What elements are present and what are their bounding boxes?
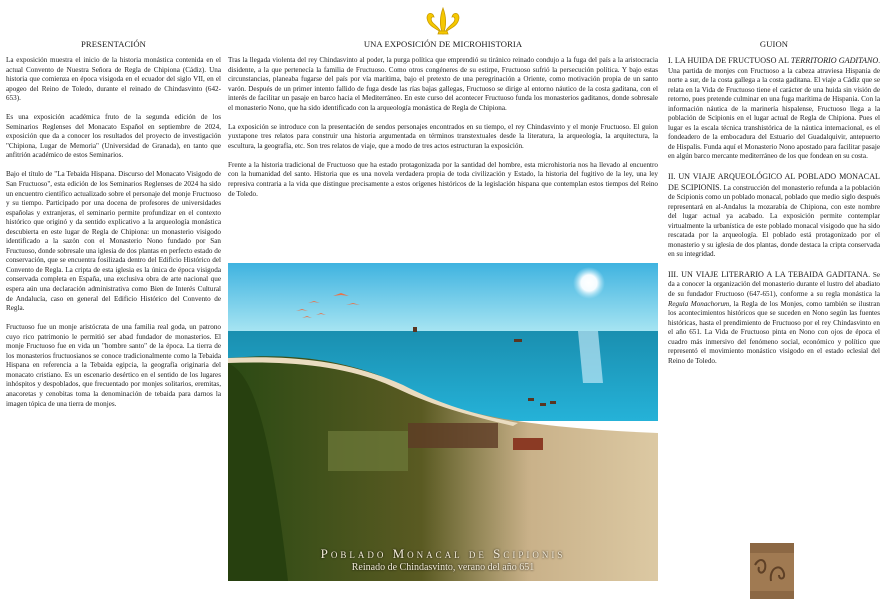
script-section-3: [668, 270, 880, 366]
section-2-title: II. UN VIAJE ARQUEOLÓGICO AL POBLADO MONACAL DE SCIPIONIS: [668, 172, 880, 192]
section-3-body-end: , la Regla de los Monjes, como también se ilustran los acontecimientos históricos que se suceden en Nono según las fuentes históricas, hasta el prendimiento de Fructuoso por el rey Chindasvinto en el año 651. La Vida de Fructuoso pinta en Nono con ojos de época el cuadro más inmersivo del fenómeno social, económico y político que representó el movimiento monástico visigodo en el estado eclesial del Reino de Toledo.: [668, 299, 880, 365]
presentation-paragraph: Bajo el título de "La Tebaida Hispana. Discurso del Monacato Visigodo de San Fructuoso", esta edición de los Seminarios Reglenses de 2024 ha sido un encuentro científico actualizado sobre el personaje del monje Fructuoso y su tiempo. Participado por una docena de profesores de universidades españolas y extranjeras, el seminario permite profundizar en el contexto histórico que originó y da sentido explicativo a la arqueología monástica descubierta en este lugar de Regla de Chipiona: un monasterio visigodo identificado a la sazón con el Monasterio Nono fundado por San Fructuoso, donde sobresale una iglesia de dos plantas en perfecto estado de conservación, que se encuentra fosilizada dentro del Edificio Histórico del Convento de Regla. La cripta de esta iglesia es la única de época visigoda conservada completa en España, una exclusiva obra de arte nacional que espera aún una declaración administrativa como Bien de Interés Cultural de Andalucía, caso en general del Edificio Histórico del Convento de Regla.: [6, 170, 221, 313]
microhistory-text: [228, 56, 658, 209]
presentation-paragraph: Fructuoso fue un monje aristócrata de una familia real goda, un patrono cuyo rico patrimonio le permitió ser abad fundador de monasterios. El monje Fructuoso fue en vida un "hombre santo" de la época. La tierra de los monasterios fructuosianos se conoce tradicionalmente como la Tebaida Hispana en referencia a la Tebaida egipcia, la geografía originaria del monacato cristiano. Es un escenario desértico en el sentido de los lugares inhóspitos y despoblados, que frecuentado por monjes solitarios, eremitas, anacoretas y cenobitas toma la denominación de tebaida para darnos la imagen tópica de una tierra de monjes.: [6, 323, 221, 408]
microhistory-paragraph: La exposición se introduce con la presentación de sendos personajes encontrados en su tiempo, el rey Chindasvinto y el monje Fructuoso. El guion yuxtapone tres relatos para construir una historia argumentada en términos transtextuales desde la literatura, la arqueología, la arquitectura, la escultura, la geografía, etc. Son tres relatos de viaje, que a modo de tres actos estructuran la exposición.: [228, 122, 658, 150]
presentation-paragraph: La exposición muestra el inicio de la historia monástica contenida en el actual Convento de Nuestra Señora de Regla de Chipiona (Cádiz). Una historia que comienza en época visigoda en el ecuador del siglo VII, en el apogeo del Reino de Toledo, durante el reinado de Chindasvinto (642-653).: [6, 56, 221, 103]
presentation-paragraph: Es una exposición académica fruto de la segunda edición de los Seminarios Reglenses del Monacato Español en septiembre de 2024, exposición que da a conocer los resultados del proyecto de investigación "Chipiona, Lugar de Memoria" (Universidad de Granada), en tanto que anfitrión académico de estos Seminarios.: [6, 113, 221, 160]
monastic-village-illustration: [228, 263, 658, 581]
script-heading: GUION: [759, 39, 789, 49]
section-1-title: I. LA HUIDA DE FRUCTUOSO AL: [668, 56, 791, 65]
script-text: [668, 56, 880, 376]
visigothic-capital-icon: [747, 541, 797, 601]
image-caption-title: Poblado Monacal de Scipionis: [320, 546, 566, 561]
presentation-heading: PRESENTACIÓN: [81, 39, 146, 49]
microhistory-heading: UNA EXPOSICIÓN DE MICROHISTORIA: [363, 39, 523, 49]
section-3-body: . Se da a conocer la organización del monasterio durante el lustro del abadiato de su fundador Fructuoso (647-651), conforme a su regla monástica la: [668, 270, 880, 299]
section-1-title-italic: TERRITORIO GADITANO: [790, 56, 879, 65]
fleur-de-lis-logo-icon: [423, 4, 463, 36]
image-caption-subtitle: Reinado de Chindasvinto, verano del año 651: [351, 562, 535, 573]
section-3-italic: Regula Monachorum: [668, 299, 730, 308]
microhistory-paragraph: Tras la llegada violenta del rey Chindasvinto al poder, la purga política que emprendió su tiránico reinado condujo a la fuga del país a la aristocracia disidente, a la que pertenecía la familia de Fructuoso. Como otros congéneres de su estirpe, Fructuoso sufrió la persecución política. Y bajo estas circunstancias, planeaba fugarse del país por vía marítima, bajo el pretexto de una peregrinación a Oriente, como motivación propia de un santo varón. Después de un primer intento fallido de fuga desde las rías bajas gallegas, Fructuoso se dirige al entorno náutico de la costa gaditana, con el interés de facilitar un pasaje en barco hacia el Mediterráneo. En este curso del acontecer Fructuoso funda los monasterios gaditanos, donde sobresale el monasterio Nono, que ha sido identificado con la arqueología monástica de Regla de Chipiona.: [228, 56, 658, 112]
microhistory-paragraph: Frente a la historia tradicional de Fructuoso que ha estado protagonizada por la santidad del hombre, esta microhistoria nos ha llevado al encuentro con la humanidad del santo. Historia que es una novela verdadera propia de toda civilización y Estado, la historia del fugitivo de la ley, una ley represiva contraria a la vida que distingue precisamente a estos orígenes históricos de la legislación hispana que contemplan estos tiempos del Reino de Toledo.: [228, 160, 658, 198]
presentation-text: [6, 56, 221, 419]
section-3-title: III. UN VIAJE LITERARIO A LA TEBAIDA GADITANA: [668, 269, 869, 279]
section-2-body: . La construcción del monasterio refunda a la población de Scipionis como un poblado monacal, poblado que medio siglo después representará en al-Andalus la mozarabía de Chipiona, con este nombre del lugar actual ya acabado. La exposición permite contemplar virtualmente la urbanística de este poblado monacal visigodo que ha sido rescatada por la arqueología. El poblado está protagonizado por el monasterio y su iglesia de dos plantas, donde destaca la cripta conservada en su integridad.: [668, 183, 880, 259]
section-1-body: . Una partida de monjes con Fructuoso a la cabeza atraviesa Hispania de norte a sur, de la costa gallega a la costa gaditana. El viaje a Cádiz que se relata en la Vida de Fructuoso tiene el carácter de una huida sin visión de retorno, pues pretende culminar en una fuga marítima de Hispania. Con la información náutica de la marinería hispalense, Fructuoso llega a la población de Scipionis en el lugar actual de Regla de Chipiona. Pues el lugar es la escala técnica transhistórica de la náutica internacional, es el fondeadero de la embocadura del Estuario del Guadalquivir, antepuerto de Hispalis. Funda aquí el Monasterio Nono apostado para facilitar pasaje en algún barco mercante mediterráneo de los que fondean en su costa.: [668, 57, 880, 161]
script-section-2: [668, 172, 880, 260]
script-section-1: [668, 56, 880, 162]
